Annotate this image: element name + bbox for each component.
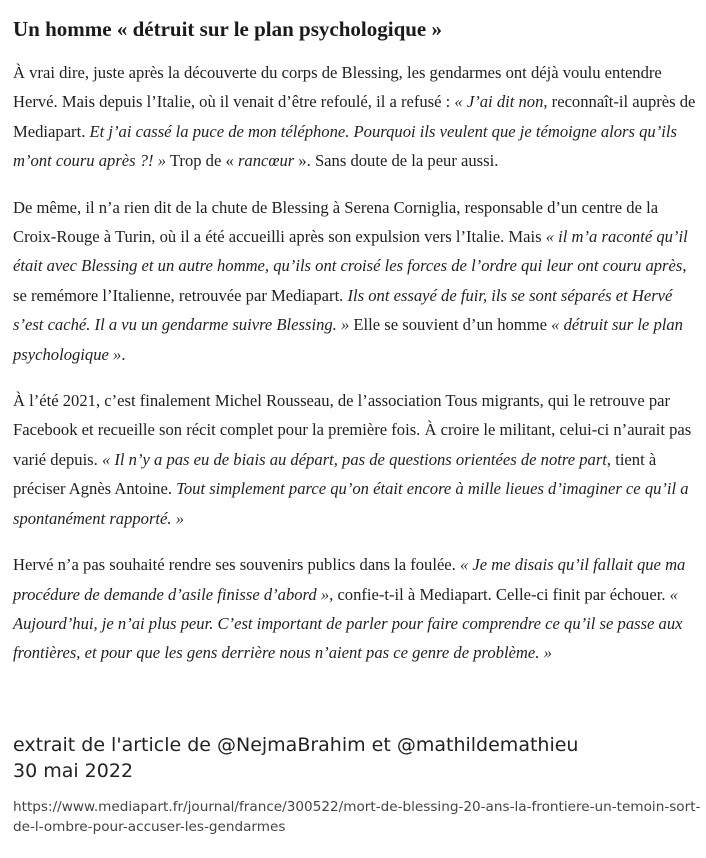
article-paragraph	[13, 193, 701, 369]
caption-date: 30 mai 2022	[13, 760, 134, 782]
quote-text: « il m’a raconté qu’il était avec Blessing et un autre homme, qu’ils ont croisé les forces de l’ordre qui leur ont couru après	[13, 227, 688, 276]
article-paragraph	[13, 386, 701, 533]
body-text: Elle se souvient d’un homme	[349, 315, 552, 335]
source-url[interactable]: https://www.mediapart.fr/journal/france/300522/mort-de-blessing-20-ans-la-frontiere-un-temoin-sort-de-l-ombre-pour-accuser-les-gendarmes	[13, 799, 701, 835]
body-text: À l’été 2021, c’est finalement Michel Rousseau, de l’association Tous migrants, qui le retrouve par Facebook et recueille son récit complet pour la première fois. À croire le militant, celui-ci n’aurait pas varié depuis.	[13, 391, 692, 469]
article-paragraph	[13, 550, 701, 668]
body-text: À vrai dire, juste après la découverte du corps de Blessing, les gendarmes ont déjà voulu entendre Hervé. Mais depuis l’Italie, où il venait d’être refoulé, il a refusé :	[13, 63, 662, 112]
article-headline: Un homme « détruit sur le plan psychologique »	[13, 17, 442, 41]
quote-text: Ils ont essayé de fuir, ils se sont séparés et Hervé s’est caché. Il a vu un gendarme suivre Blessing. »	[13, 285, 673, 335]
body-text: , reconnaît-il auprès de Mediapart.	[13, 92, 696, 141]
body-text: De même, il n’a rien dit de la chute de Blessing à Serena Corniglia, responsable d’un centre de la Croix-Rouge à Turin, où il a été accueilli après son expulsion vers l’Italie. Mais	[13, 197, 659, 247]
body-text: , tient à préciser Agnès Antoine.	[13, 449, 657, 499]
body-text: , confie-t-il à Mediapart. Celle-ci finit par échouer.	[329, 584, 670, 604]
quote-text: « détruit sur le plan psychologique »	[13, 315, 683, 364]
caption	[13, 732, 703, 784]
article-paragraph	[13, 58, 701, 176]
body-text: , se remémore l’Italienne, retrouvée par Mediapart.	[13, 256, 687, 305]
body-text: Trop de «	[166, 151, 238, 171]
quote-text: « Il n’y a pas eu de biais au départ, pas de questions orientées de notre part	[101, 449, 607, 469]
caption-credit: extrait de l'article de @NejmaBrahim et @mathildemathieu	[13, 734, 579, 756]
body-text: .	[121, 344, 126, 364]
quote-text: Et j’ai cassé la puce de mon téléphone. Pourquoi ils veulent que je témoigne alors qu’ils m’ont couru après ?! »	[13, 121, 677, 171]
article-body	[13, 58, 701, 668]
body-text: Hervé n’a pas souhaité rendre ses souvenirs publics dans la foulée.	[13, 555, 460, 575]
body-text: ». Sans doute de la peur aussi.	[294, 151, 499, 171]
article-excerpt	[13, 14, 701, 685]
quote-text: « J’ai dit non	[454, 92, 544, 112]
quote-text: « Aujourd’hui, je n’ai plus peur. C’est important de parler pour faire comprendre ce qu’il se passe aux frontières, et pour que les gens derrière nous n’aient pas ce genre de problème. »	[13, 584, 683, 663]
quote-text: Tout simplement parce qu’on était encore à mille lieues d’imaginer ce qu’il a spontanément rapporté. »	[13, 479, 689, 528]
quote-text: rancœur	[237, 151, 295, 171]
quote-text: « Je me disais qu’il fallait que ma procédure de demande d’asile finisse d’abord »	[13, 555, 686, 604]
